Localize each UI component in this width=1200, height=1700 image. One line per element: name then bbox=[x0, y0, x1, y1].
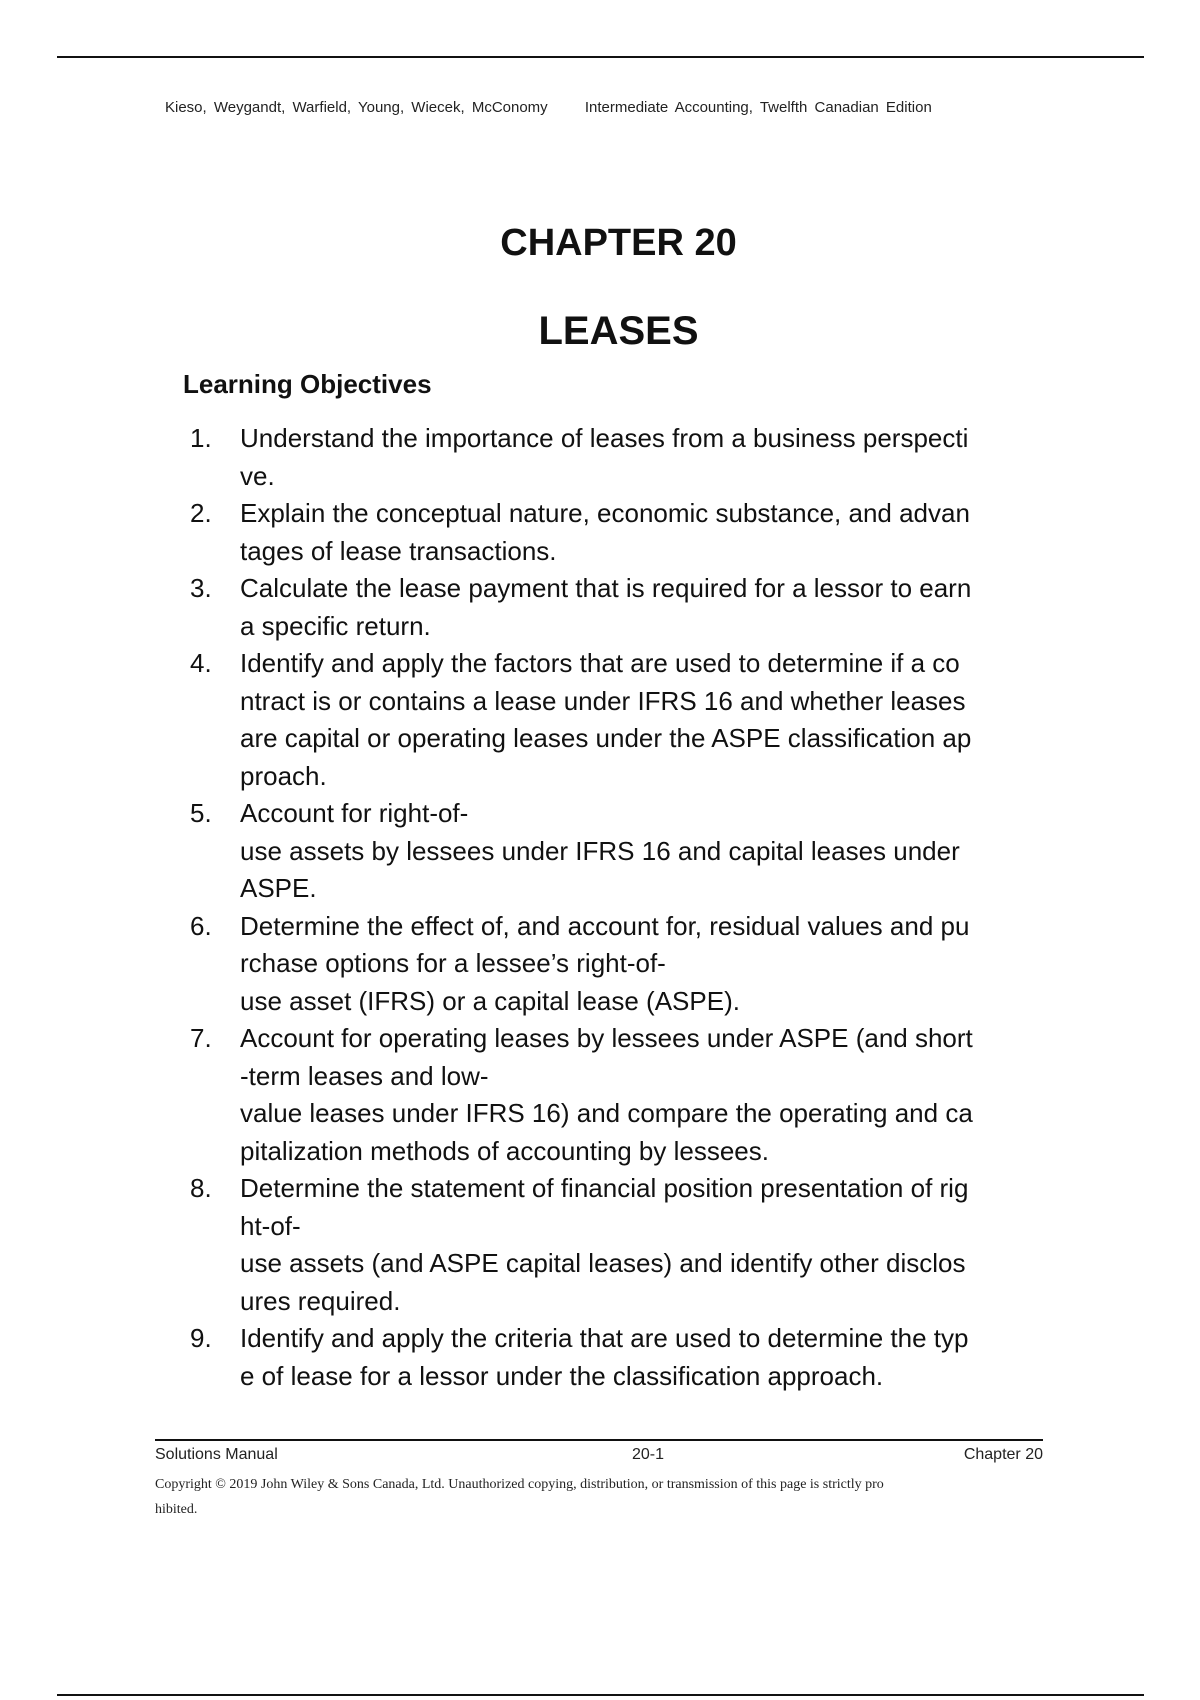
learning-objective-item bbox=[190, 495, 1070, 570]
objective-text-line: ht-of- bbox=[240, 1210, 301, 1241]
learning-objectives-heading: Learning Objectives bbox=[183, 369, 432, 399]
objective-text-line: proach. bbox=[240, 760, 327, 791]
objective-text-line: ntract is or contains a lease under IFRS 16 and whether leases bbox=[240, 685, 966, 716]
copyright-line: hibited. bbox=[155, 1502, 198, 1517]
objective-number: 2. bbox=[190, 498, 212, 528]
copyright-notice bbox=[155, 1472, 1085, 1522]
objective-text-line: Calculate the lease payment that is required for a lessor to earn bbox=[240, 573, 972, 603]
chapter-title: CHAPTER 20 bbox=[500, 222, 737, 264]
objective-text-line: value leases under IFRS 16) and compare the operating and ca bbox=[240, 1098, 973, 1128]
chapter-subtitle: LEASES bbox=[538, 309, 699, 353]
objective-text-line: use assets by lessees under IFRS 16 and capital leases under bbox=[240, 835, 960, 866]
objective-text-line: pitalization methods of accounting by lessees. bbox=[240, 1135, 769, 1166]
learning-objective-item bbox=[190, 1170, 1070, 1320]
page-number: 20-1 bbox=[632, 1446, 665, 1463]
header-book-title: Intermediate Accounting, Twelfth Canadian Edition bbox=[584, 99, 932, 116]
objective-text-line: are capital or operating leases under the ASPE classification ap bbox=[240, 723, 972, 753]
objective-number: 7. bbox=[190, 1023, 212, 1053]
learning-objective-item bbox=[190, 420, 1070, 495]
learning-objective-item bbox=[190, 1020, 1070, 1170]
objective-number: 8. bbox=[190, 1173, 212, 1203]
objective-text-line: Understand the importance of leases from a business perspecti bbox=[240, 423, 969, 453]
footer-chapter-label: Chapter 20 bbox=[963, 1446, 1043, 1463]
objective-text-line: use assets (and ASPE capital leases) and identify other disclos bbox=[240, 1248, 966, 1278]
objective-text-line: Account for operating leases by lessees under ASPE (and short bbox=[240, 1023, 973, 1053]
objective-text-line: -term leases and low- bbox=[240, 1060, 489, 1091]
objective-text-line: Account for right-of- bbox=[240, 798, 469, 828]
bottom-divider bbox=[57, 1694, 1144, 1696]
learning-objective-item bbox=[190, 645, 1070, 795]
objective-text-line: Determine the effect of, and account for, residual values and pu bbox=[240, 910, 970, 941]
objective-number: 6. bbox=[190, 910, 212, 941]
objective-text-line: e of lease for a lessor under the classification approach. bbox=[240, 1360, 884, 1391]
objective-text-line: Identify and apply the factors that are used to determine if a co bbox=[240, 648, 960, 678]
objective-text-line: ve. bbox=[240, 460, 275, 491]
objective-number: 9. bbox=[190, 1323, 212, 1353]
running-header bbox=[165, 99, 1065, 116]
objective-text-line: Determine the statement of financial position presentation of rig bbox=[240, 1173, 969, 1203]
header-authors: Kieso, Weygandt, Warfield, Young, Wiecek, McConomy bbox=[165, 99, 548, 116]
objective-text-line: Explain the conceptual nature, economic substance, and advan bbox=[240, 498, 970, 528]
learning-objective-item bbox=[190, 795, 1070, 908]
objective-text-line: Identify and apply the criteria that are used to determine the typ bbox=[240, 1323, 969, 1353]
footer-divider bbox=[155, 1439, 1043, 1441]
objective-number: 4. bbox=[190, 648, 212, 678]
objective-number: 5. bbox=[190, 798, 212, 828]
objective-number: 1. bbox=[190, 423, 212, 453]
top-divider bbox=[57, 56, 1144, 58]
learning-objective-item bbox=[190, 908, 1070, 1021]
objective-text-line: tages of lease transactions. bbox=[240, 535, 557, 566]
learning-objective-item bbox=[190, 570, 1070, 645]
objective-text-line: a specific return. bbox=[240, 610, 431, 641]
copyright-line: Copyright © 2019 John Wiley & Sons Canada, Ltd. Unauthorized copying, distribution, or transmission of this page is strictly pro bbox=[155, 1477, 884, 1492]
objective-text-line: ASPE. bbox=[240, 873, 317, 903]
objective-text-line: ures required. bbox=[240, 1285, 401, 1316]
objective-number: 3. bbox=[190, 573, 212, 603]
objective-text-line: use asset (IFRS) or a capital lease (ASPE). bbox=[240, 985, 740, 1016]
footer-manual-label: Solutions Manual bbox=[155, 1446, 278, 1463]
learning-objectives-list bbox=[190, 420, 1070, 1395]
learning-objective-item bbox=[190, 1320, 1070, 1395]
objective-text-line: rchase options for a lessee’s right-of- bbox=[240, 948, 666, 978]
